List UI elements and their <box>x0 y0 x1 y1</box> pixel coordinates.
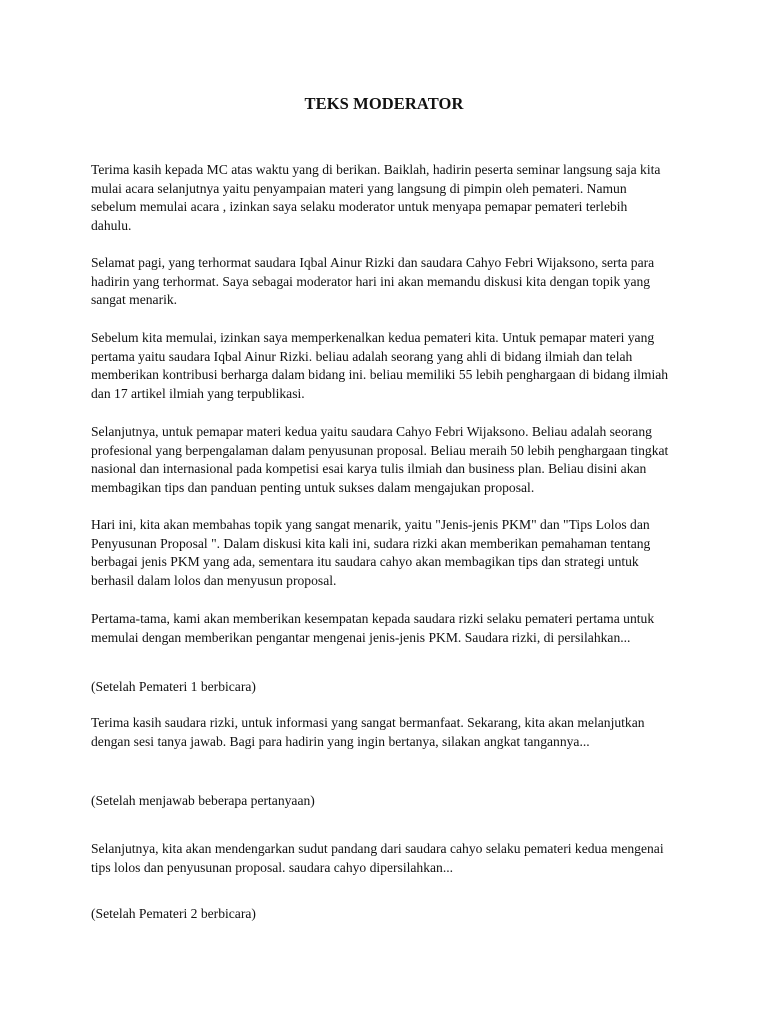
paragraph-introduce-speaker-1 <box>91 329 691 404</box>
paragraph-introduce-speaker-2 <box>91 423 691 498</box>
paragraph-line: berhasil dalam lolos dan menyusun proposal. <box>91 573 337 589</box>
paragraph-line: nasional dan internasional pada kompetisi esai karya tulis ilmiah dan business plan. Beliau disini akan <box>91 461 647 477</box>
paragraph-line: Terima kasih kepada MC atas waktu yang di berikan. Baiklah, hadirin peserta seminar langsung saja kita <box>91 162 661 177</box>
paragraph-line: pertama yaitu saudara Iqbal Ainur Rizki. beliau adalah seorang yang ahli di bidang ilmiah dan telah <box>91 348 633 364</box>
paragraph-line: Sebelum kita memulai, izinkan saya memperkenalkan kedua pemateri kita. Untuk pemapar materi yang <box>91 330 655 345</box>
paragraph-line: (Setelah Pemateri 2 berbicara) <box>91 906 256 921</box>
paragraph-line: sebelum memulai acara , izinkan saya selaku moderator untuk menyapa pemapar pemateri terlebih <box>91 199 628 215</box>
paragraph-line: dengan sesi tanya jawab. Bagi para hadirin yang ingin bertanya, silakan angkat tangannya... <box>91 733 590 749</box>
paragraph-second-speaker-invite <box>91 840 691 877</box>
stage-note-after-questions <box>91 792 691 811</box>
paragraph-line: Selamat pagi, yang terhormat saudara Iqbal Ainur Rizki dan saudara Cahyo Febri Wijaksono, serta para <box>91 255 655 270</box>
paragraph-line: memulai dengan memberikan pengantar mengenai jenis-jenis PKM. Saudara rizki, di persilahkan... <box>91 629 631 645</box>
paragraph-first-speaker-invite <box>91 610 691 647</box>
paragraph-line: Penyusunan Proposal ". Dalam diskusi kita kali ini, sudara rizki akan memberikan pemahaman tentang <box>91 535 651 551</box>
stage-note-after-speaker-1 <box>91 678 691 697</box>
paragraph-line: sangat menarik. <box>91 292 178 308</box>
paragraph-line: Selanjutnya, untuk pemapar materi kedua yaitu saudara Cahyo Febri Wijaksono. Beliau adalah seorang <box>91 424 652 439</box>
paragraph-line: Hari ini, kita akan membahas topik yang sangat menarik, yaitu "Jenis-jenis PKM" dan "Tips Lolos dan <box>91 517 650 532</box>
paragraph-qa-session <box>91 714 691 751</box>
stage-note-after-speaker-2 <box>91 905 691 924</box>
paragraph-line: mulai acara selanjutnya yaitu penyampaian materi yang langsung di pimpin oleh pemateri. Namun <box>91 180 627 196</box>
paragraph-thanks-mc <box>91 161 691 236</box>
paragraph-line: membagikan tips dan panduan penting untuk sukses dalam mengajukan proposal. <box>91 480 535 496</box>
paragraph-line: dan 17 artikel ilmiah yang terpublikasi. <box>91 386 305 402</box>
paragraph-greeting <box>91 254 691 310</box>
paragraph-line: Pertama-tama, kami akan memberikan kesempatan kepada saudara rizki selaku pemateri pertama untuk <box>91 611 655 626</box>
paragraph-line: dahulu. <box>91 218 132 234</box>
document-title: TEKS MODERATOR <box>304 94 464 113</box>
paragraph-line: (Setelah Pemateri 1 berbicara) <box>91 679 256 694</box>
paragraph-line: berbagai jenis PKM yang ada, sementara itu saudara cahyo akan membagikan tips dan strategi untuk <box>91 554 639 570</box>
paragraph-topics <box>91 516 691 591</box>
paragraph-line: tips lolos dan penyusunan proposal. saudara cahyo dipersilahkan... <box>91 859 454 875</box>
paragraph-line: Selanjutnya, kita akan mendengarkan sudut pandang dari saudara cahyo selaku pemateri kedua mengenai <box>91 841 664 856</box>
paragraph-line: profesional yang berpengalaman dalam penyusunan proposal. Beliau meraih 50 lebih penghargaan tingkat <box>91 442 669 458</box>
paragraph-line: Terima kasih saudara rizki, untuk informasi yang sangat bermanfaat. Sekarang, kita akan melanjutkan <box>91 715 645 730</box>
paragraph-line: (Setelah menjawab beberapa pertanyaan) <box>91 793 315 808</box>
paragraph-line: memberikan kontribusi berharga dalam bidang ini. beliau memiliki 55 lebih penghargaan di bidang ilmiah <box>91 367 669 383</box>
paragraph-line: hadirin yang terhormat. Saya sebagai moderator hari ini akan memandu diskusi kita dengan topik yang <box>91 273 651 289</box>
